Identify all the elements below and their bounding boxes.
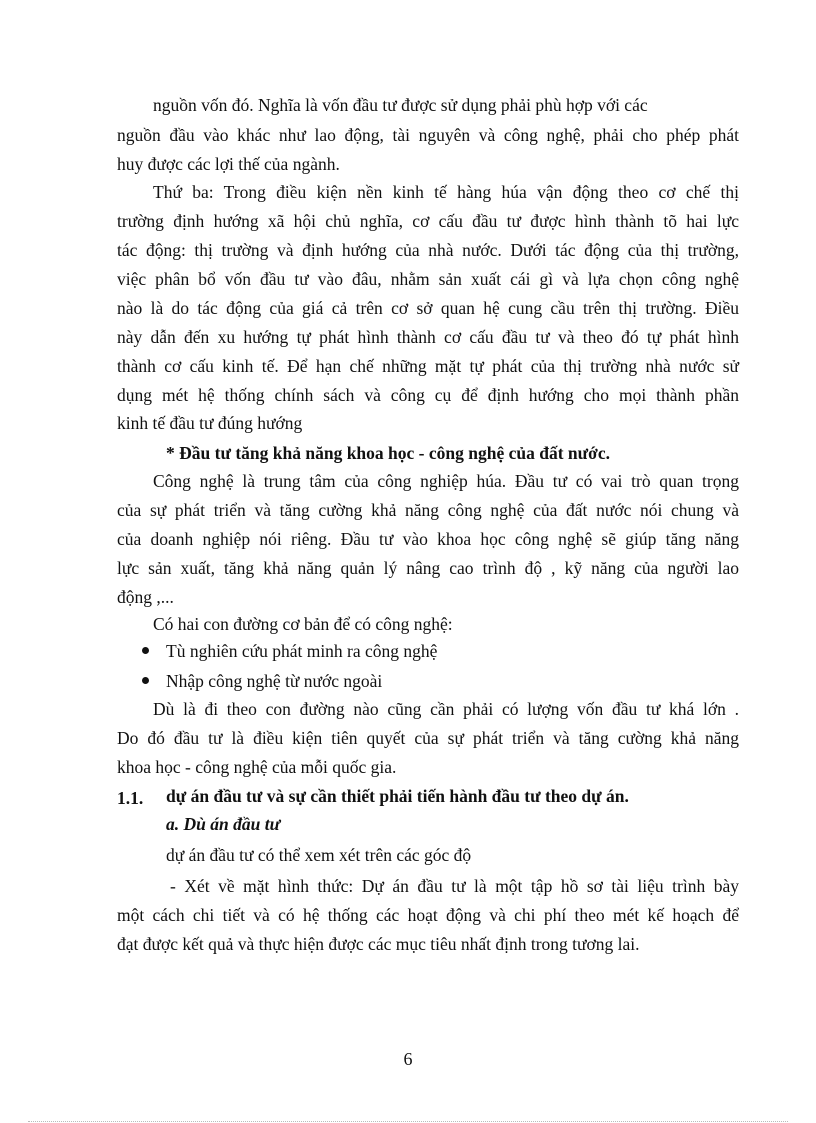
text-line: đạt được kết quả và thực hiện được các mục tiêu nhất định trong tương lai. bbox=[117, 934, 640, 954]
text-line: nguồn đầu vào khác như lao động, tài nguyên và công nghệ, phải cho phép phát bbox=[117, 125, 739, 145]
text-line: của doanh nghiệp nói riêng. Đầu tư vào khoa học công nghệ sẽ giúp tăng năng bbox=[117, 529, 739, 549]
text-line: Dù là đi theo con đường nào cũng cần phải có lượng vốn đầu tư khá lớn . bbox=[153, 699, 739, 719]
section-number: 1.1. bbox=[117, 788, 144, 808]
text-line: nào là do tác động của giá cả trên cơ sở quan hệ cung cầu trên thị trường. Điều bbox=[117, 298, 739, 318]
bullet-dot bbox=[142, 647, 149, 654]
text-line: dụng mét hệ thống chính sách và công cụ để định hướng cho mọi thành phần bbox=[117, 385, 739, 405]
text-line: trường định hướng xã hội chủ nghĩa, cơ cấu đầu tư được hình thành tõ hai lực bbox=[117, 211, 739, 231]
text-line: này dẫn đến xu hướng tự phát hình thành cơ cấu đầu tư và theo đó tự phát hình bbox=[117, 327, 739, 347]
text-line: của sự phát triển và tăng cường khả năng công nghệ của đất nước nói chung và bbox=[117, 500, 739, 520]
text-line: huy được các lợi thế của ngành. bbox=[117, 154, 340, 174]
text-line: kinh tế đầu tư đúng hướng bbox=[117, 413, 303, 433]
page-number: 6 bbox=[403, 1049, 413, 1069]
text-line: nguồn vốn đó. Nghĩa là vốn đầu tư được sử dụng phải phù hợp với các bbox=[153, 95, 648, 115]
text-line: một cách chi tiết và có hệ thống các hoạt động và chi phí theo mét kế hoạch để bbox=[117, 905, 739, 925]
text-line: việc phân bổ vốn đầu tư vào đâu, nhằm sản xuất cái gì và lựa chọn công nghệ bbox=[117, 269, 739, 289]
subsection-title: a. Dù án đầu tư bbox=[166, 814, 281, 834]
list-item: Tù nghiên cứu phát minh ra công nghệ bbox=[166, 641, 438, 661]
text-line: khoa học - công nghệ của mỗi quốc gia. bbox=[117, 757, 397, 777]
footer-divider bbox=[28, 1121, 788, 1122]
text-line: động ,... bbox=[117, 587, 174, 607]
section-title: dự án đầu tư và sự cần thiết phải tiến hành đầu tư theo dự án. bbox=[166, 786, 629, 806]
text-line: Công nghệ là trung tâm của công nghiệp húa. Đầu tư có vai trò quan trọng bbox=[153, 471, 739, 491]
section-heading: * Đầu tư tăng khả năng khoa học - công nghệ của đất nước. bbox=[166, 443, 610, 463]
text-line: thành cơ cấu kinh tế. Để hạn chế những mặt tự phát của thị trường nhà nước sử bbox=[117, 356, 739, 376]
text-line: Do đó đầu tư là điều kiện tiên quyết của sự phát triển và tăng cường khả năng bbox=[117, 728, 739, 748]
text-line: Thứ ba: Trong điều kiện nền kinh tế hàng húa vận động theo cơ chế thị bbox=[153, 182, 739, 202]
list-item: Nhập công nghệ từ nước ngoài bbox=[166, 671, 383, 691]
bullet-dot bbox=[142, 677, 149, 684]
text-line: dự án đầu tư có thể xem xét trên các góc độ bbox=[166, 845, 472, 865]
text-line: Có hai con đường cơ bản để có công nghệ: bbox=[153, 614, 453, 634]
text-line: lực sản xuất, tăng khả năng quản lý nâng cao trình độ , kỹ năng của người lao bbox=[117, 558, 739, 578]
text-line: - Xét về mặt hình thức: Dự án đầu tư là một tập hồ sơ tài liệu trình bày bbox=[170, 876, 739, 896]
text-line: tác động: thị trường và định hướng của nhà nước. Dưới tác động của thị trường, bbox=[117, 240, 739, 260]
